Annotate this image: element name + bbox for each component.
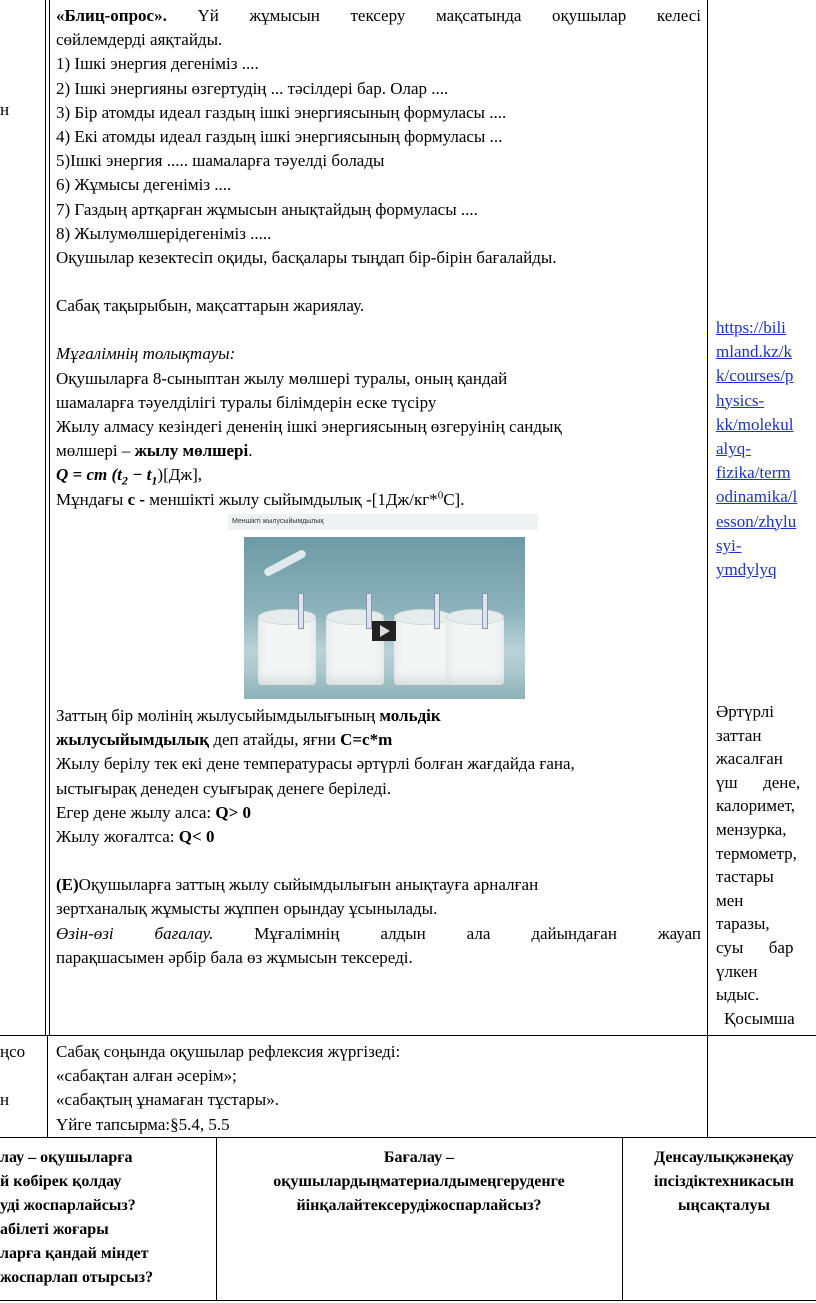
video-caption: Меншікті жылусыйымдылық bbox=[228, 514, 538, 530]
link-line[interactable]: hysics- bbox=[716, 390, 765, 410]
thermometer-graphic bbox=[482, 593, 488, 629]
bottom-col-divider-2 bbox=[622, 1137, 623, 1300]
question-5: 5)Ішкі энергия ..... шамаларға тәуелді болады bbox=[56, 151, 385, 171]
homework-line: Үйге тапсырма:§5.4, 5.5 bbox=[56, 1114, 230, 1134]
link-line[interactable]: alyq- bbox=[716, 439, 751, 459]
link-line[interactable]: fizika/term bbox=[716, 463, 791, 483]
equipment-line: мензурка, bbox=[716, 819, 787, 839]
specific-heat-def: Мұндағы с - меншікті жылу сыйымдылық -[1Дж/кг*$^0$С]. bbox=[56, 489, 465, 509]
left-col-fragment-2a: ңсо bbox=[0, 1042, 26, 1061]
question-4: 4) Екі атомды идеал газдың ішкі энергиясының формуласы ... bbox=[56, 127, 503, 147]
equipment-line: термометр, bbox=[716, 843, 797, 863]
teacher-heading: Мұғалімнің толықтауы: bbox=[56, 344, 236, 364]
table-border-left bbox=[45, 0, 46, 1035]
cup-graphic bbox=[258, 617, 316, 685]
question-3: 3) Бір атомды идеал газдың ішкі энергиясының формуласы .... bbox=[56, 102, 507, 122]
reflection-line: «сабақтан алған әсерім»; bbox=[56, 1066, 237, 1086]
transfer-text-1: Жылу берілу тек екі дене температурасы әртүрлі болған жағдайда ғана, bbox=[56, 754, 575, 774]
main-cell bbox=[56, 4, 701, 512]
bottom-col-divider-1 bbox=[216, 1137, 217, 1300]
thermometer-graphic bbox=[298, 593, 304, 629]
link-line[interactable]: syi- bbox=[716, 535, 742, 555]
read-aloud-text: Оқушылар кезектесіп оқиды, басқалары тыңдап бір-бірін бағалайды. bbox=[56, 248, 557, 268]
play-icon[interactable] bbox=[372, 621, 396, 641]
heat-formula: Q = cm $(t_2 - t_1)[Дж]$, bbox=[56, 465, 202, 488]
question-7: 7) Газдың артқарған жұмысын анықтайдың формуласы .... bbox=[56, 199, 478, 219]
equipment-line: жасалған bbox=[716, 749, 783, 769]
teacher-text-1: Оқушыларға 8-сыныптан жылу мөлшері туралы, оның қандай bbox=[56, 368, 508, 388]
link-line[interactable]: mland.kz/k bbox=[716, 342, 793, 362]
blitz-intro bbox=[56, 4, 701, 28]
link-line[interactable]: kk/molekul bbox=[716, 414, 794, 434]
teacher-text-2: шамаларға тәуелділігі туралы білімдерін еске түсіру bbox=[56, 392, 437, 412]
equipment-line: үлкен bbox=[716, 961, 758, 981]
equipment-line: Әртүрлі bbox=[716, 702, 774, 721]
reflection-cell bbox=[56, 1040, 701, 1137]
thermometer-graphic bbox=[434, 593, 440, 629]
cup-graphic bbox=[394, 617, 452, 685]
blitz-intro-text: Үй жұмысын тексеру мақсатында оқушылар келесі bbox=[197, 6, 701, 25]
announce-text: Сабақ тақырыбын, мақсаттарын жариялау. bbox=[56, 296, 365, 316]
equipment-list bbox=[716, 700, 816, 1030]
pipette-graphic bbox=[263, 549, 307, 578]
blitz-title: «Блиц-опрос». bbox=[56, 6, 167, 25]
equipment-line: тастары bbox=[716, 867, 774, 887]
link-line[interactable]: esson/zhylu bbox=[716, 511, 797, 531]
differentiation-header: лау – оқушыларға й көбірек қолдау уді жоспарлайсыз? абілеті жоғары ларға қандай міндет жоспарлап отырсыз? bbox=[0, 1149, 154, 1286]
link-line[interactable]: k/courses/p bbox=[716, 366, 794, 386]
link-line[interactable]: ymdylyq bbox=[716, 560, 777, 580]
link-line[interactable]: odinamika/l bbox=[716, 487, 798, 507]
resource-link[interactable] bbox=[716, 316, 816, 582]
lab-text-2: зертханалық жұмысты жұппен орындау ұсынылады. bbox=[56, 899, 438, 919]
left-col-fragment: н bbox=[0, 100, 10, 119]
lab-text-1: (Е)Оқушыларға заттың жылу сыйымдылығын анықтауға арналған bbox=[56, 875, 539, 895]
reflection-line: «сабақтың ұнамаған тұстары». bbox=[56, 1090, 279, 1110]
link-line[interactable]: https://bili bbox=[716, 318, 786, 337]
assessment-header: Бағалау – оқушылардыңматериалдымеңгеруденге йінқалайтексерудіжоспарлайсыз? bbox=[273, 1149, 565, 1214]
equipment-line: калоримет, bbox=[716, 796, 795, 816]
equipment-line: таразы, bbox=[716, 914, 770, 934]
question-6: 6) Жұмысы дегеніміз .... bbox=[56, 175, 232, 195]
equipment-line: үш дене, bbox=[716, 772, 801, 792]
teacher-text-3: Жылу алмасу кезіндегі дененің ішкі энергиясының өзгеруінің сандық bbox=[56, 417, 562, 437]
table-border-left-inner bbox=[49, 0, 50, 1035]
molar-text-2: жылусыйымдылық деп атайды, яғни С=с*m bbox=[56, 730, 393, 750]
gain-text: Егер дене жылу алса: Q> 0 bbox=[56, 802, 252, 822]
table-border-left-lower bbox=[47, 1035, 48, 1137]
teacher-text-4: мөлшері – жылу мөлшері. bbox=[56, 441, 253, 461]
transfer-text-2: ыстығырақ денеден суығырақ денеге беріледі. bbox=[56, 778, 392, 798]
self-assess-1: Өзін-өзі бағалау. Мұғалімнің алдын ала дайындаған жауап bbox=[56, 923, 701, 943]
table-border-right bbox=[707, 0, 708, 1137]
left-col-fragment-2b: н bbox=[0, 1090, 10, 1109]
row-divider-1 bbox=[0, 1035, 816, 1036]
equipment-line: заттан bbox=[716, 725, 762, 745]
video-thumbnail[interactable] bbox=[244, 537, 525, 699]
blitz-intro-2: сөйлемдерді аяқтайды. bbox=[56, 30, 223, 50]
row-divider-2 bbox=[0, 1137, 816, 1138]
equipment-line: Қосымша bbox=[724, 1008, 795, 1028]
question-1: 1) Ішкі энергия дегеніміз .... bbox=[56, 54, 259, 74]
self-assess-2: парақшасымен әрбір бала өз жұмысын тексереді. bbox=[56, 947, 413, 967]
reflection-line: Сабақ соңында оқушылар рефлексия жүргізеді: bbox=[56, 1042, 401, 1061]
equipment-line: ыдыс. bbox=[716, 985, 760, 1005]
question-8: 8) Жылумөлшерідегеніміз ..... bbox=[56, 223, 272, 243]
molar-text-1: Заттың бір молінің жылусыйымдылығының мольдік bbox=[56, 706, 441, 725]
equipment-line: мен bbox=[716, 890, 744, 910]
main-cell-lower bbox=[56, 704, 701, 970]
equipment-line: суы бар bbox=[716, 937, 794, 957]
table-border-bottom bbox=[0, 1300, 816, 1301]
cup-graphic bbox=[446, 617, 504, 685]
health-safety-header: Денсаулықжәнеқау іпсіздіктехникасын ыңсақталуы bbox=[654, 1149, 794, 1214]
question-2: 2) Ішкі энергияны өзгертудің ... тәсілдері бар. Олар .... bbox=[56, 78, 449, 98]
loss-text: Жылу жоғалтса: Q< 0 bbox=[56, 827, 215, 847]
